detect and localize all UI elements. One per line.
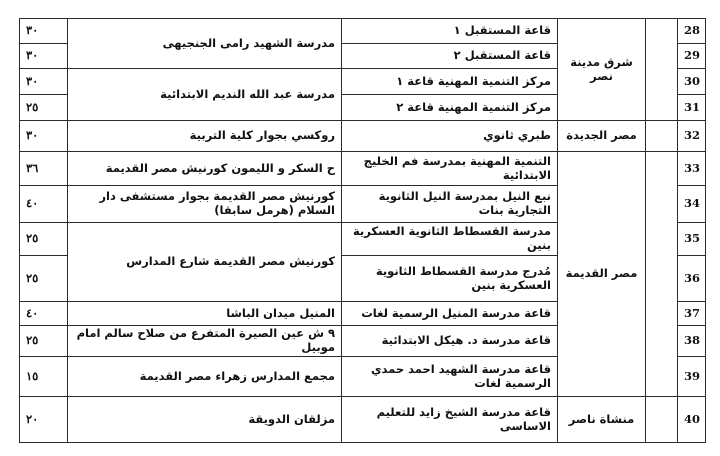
index-cell: 29 [678,44,706,69]
location-cell: مجمع المدارس زهراء مصر القديمة [68,357,342,397]
count-cell: ٣٦ [20,152,68,186]
index-cell: 30 [678,69,706,95]
location-cell: المنيل ميدان الباشا [68,302,342,326]
area-cell: منشاة ناصر [558,397,646,443]
hall-cell: مركز التنمية المهنية قاعة ١ [342,69,558,95]
index-cell: 40 [678,397,706,443]
table-row [20,19,706,44]
count-cell: ٤٠ [20,186,68,223]
count-cell: ٢٥ [20,95,68,121]
index-cell: 39 [678,357,706,397]
hall-cell: نبع النيل بمدرسة النيل الثانوية التجارية بنات [342,186,558,223]
area-cell: مصر القديمة [558,152,646,397]
empty-cell [646,121,678,152]
table-row [20,397,706,443]
count-cell: ٣٠ [20,121,68,152]
location-cell: كورنيش مصر القديمة شارع المدارس [68,223,342,302]
hall-cell: قاعة المستقبل ١ [342,19,558,44]
table-row [20,152,706,186]
hall-cell: قاعة مدرسة الشيخ زايد للتعليم الاساسى [342,397,558,443]
location-cell: ح السكر و الليمون كورنيش مصر القديمة [68,152,342,186]
empty-cell [646,152,678,397]
index-cell: 31 [678,95,706,121]
count-cell: ٢٥ [20,223,68,256]
location-cell: مزلقان الدويقة [68,397,342,443]
count-cell: ٣٠ [20,19,68,44]
hall-cell: طبري ثانوي [342,121,558,152]
location-cell: مدرسة عبد الله النديم الابتدائية [68,69,342,121]
count-cell: ٢٠ [20,397,68,443]
index-cell: 28 [678,19,706,44]
empty-cell [646,19,678,121]
table-row [20,121,706,152]
hall-cell: قاعة مدرسة د. هيكل الابتدائية [342,326,558,357]
location-cell: مدرسة الشهيد رامى الجنجيهى [68,19,342,69]
hall-cell: قاعة مدرسة الشهيد احمد حمدي الرسمية لغات [342,357,558,397]
hall-cell: التنمية المهنية بمدرسة فم الخليج الابتدائية [342,152,558,186]
area-cell: مصر الجديدة [558,121,646,152]
index-cell: 36 [678,256,706,302]
count-cell: ٢٥ [20,256,68,302]
index-cell: 37 [678,302,706,326]
schedule-table [19,18,706,443]
hall-cell: قاعة مدرسة المنيل الرسمية لغات [342,302,558,326]
hall-cell: مركز التنمية المهنية قاعة ٢ [342,95,558,121]
index-cell: 35 [678,223,706,256]
index-cell: 33 [678,152,706,186]
hall-cell: مُدرج مدرسة القسطاط الثانوية العسكرية بنين [342,256,558,302]
hall-cell: قاعة المستقبل ٢ [342,44,558,69]
empty-cell [646,397,678,443]
count-cell: ٢٥ [20,326,68,357]
location-cell: روكسي بجوار كلية التربية [68,121,342,152]
hall-cell: مدرسة القسطاط الثانوية العسكرية بنين [342,223,558,256]
count-cell: ٤٠ [20,302,68,326]
count-cell: ٣٠ [20,69,68,95]
area-cell: شرق مدينة نصر [558,19,646,121]
index-cell: 32 [678,121,706,152]
index-cell: 38 [678,326,706,357]
index-cell: 34 [678,186,706,223]
count-cell: ١٥ [20,357,68,397]
count-cell: ٣٠ [20,44,68,69]
location-cell: كورنيش مصر القديمة بجوار مستشفى دار السلام (هرمل سابقا) [68,186,342,223]
location-cell: ٩ ش عين الصيرة المتفرع من صلاح سالم امام موبيل [68,326,342,357]
